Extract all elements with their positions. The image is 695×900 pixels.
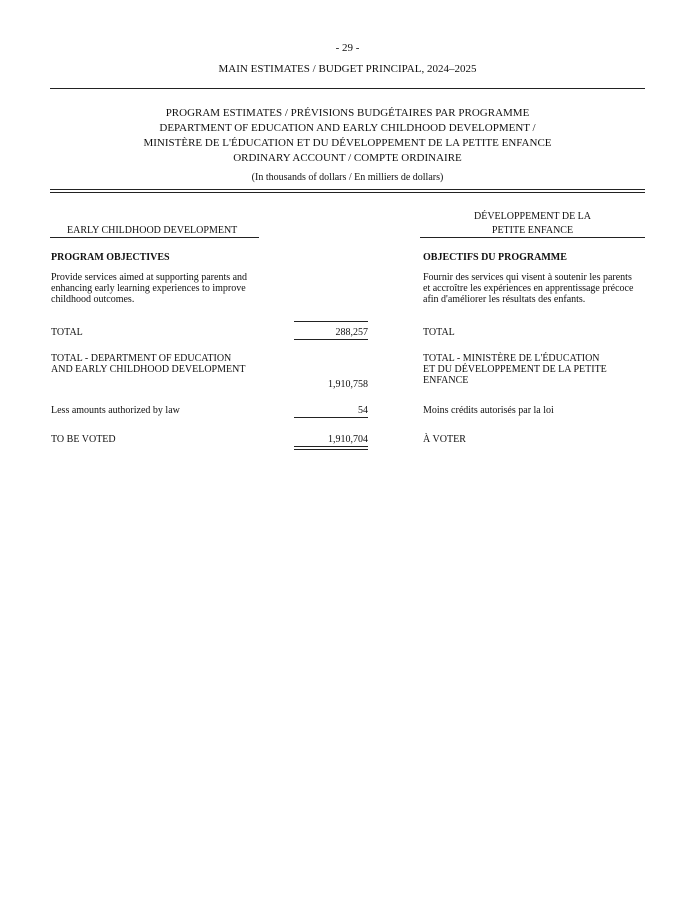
program-name-fr-underline xyxy=(420,237,645,238)
objectives-text-en xyxy=(51,272,247,305)
page-number: - 29 - xyxy=(335,42,360,54)
less-law-label-en: Less amounts authorized by law xyxy=(51,405,180,416)
objectives-text-en-line: Provide services aimed at supporting parents and xyxy=(51,272,248,283)
voted-label-en: TO BE VOTED xyxy=(51,434,116,445)
units-note: (In thousands of dollars / En milliers de dollars) xyxy=(251,172,444,183)
objectives-text-fr-line: Fournir des services qui visent à soutenir les parents xyxy=(423,272,632,283)
voted-rule-2 xyxy=(294,449,368,450)
total-rule-bottom xyxy=(294,339,368,340)
program-name-fr-line1: DÉVELOPPEMENT DE LA xyxy=(473,211,592,222)
title-line-3: MINISTÈRE DE L'ÉDUCATION ET DU DÉVELOPPEMENT DE LA PETITE ENFANCE xyxy=(143,137,552,149)
objectives-text-en-line: enhancing early learning experiences to improve xyxy=(51,283,246,294)
dept-total-label-en-line: TOTAL - DEPARTMENT OF EDUCATION xyxy=(51,353,232,364)
objectives-text-fr-line: afin d'améliorer les résultats des enfants. xyxy=(423,294,586,305)
dept-total-label-fr xyxy=(423,353,607,386)
objectives-text-fr-line: et accroître les expériences en apprentissage précoce xyxy=(423,283,634,294)
voted-value: 1,910,704 xyxy=(328,434,368,445)
title-line-4: ORDINARY ACCOUNT / COMPTE ORDINAIRE xyxy=(233,152,462,164)
dept-total-value: 1,910,758 xyxy=(328,379,368,390)
less-law-rule xyxy=(294,417,368,418)
total-label-en: TOTAL xyxy=(51,327,83,338)
title-rule-bottom xyxy=(50,192,645,193)
header-rule xyxy=(50,88,645,89)
objectives-heading-en: PROGRAM OBJECTIVES xyxy=(51,252,170,263)
total-rule-top xyxy=(294,321,368,322)
title-line-1: PROGRAM ESTIMATES / PRÉVISIONS BUDGÉTAIRES PAR PROGRAMME xyxy=(165,107,530,119)
title-rule-top xyxy=(50,189,645,190)
objectives-text-en-line: childhood outcomes. xyxy=(51,294,135,305)
running-title: MAIN ESTIMATES / BUDGET PRINCIPAL, 2024–2025 xyxy=(218,63,477,75)
title-line-2: DEPARTMENT OF EDUCATION AND EARLY CHILDHOOD DEVELOPMENT / xyxy=(159,122,536,134)
dept-total-label-en-line: AND EARLY CHILDHOOD DEVELOPMENT xyxy=(51,364,246,375)
total-value: 288,257 xyxy=(335,327,368,338)
voted-rule-1 xyxy=(294,446,368,447)
dept-total-label-fr-line: ET DU DÉVELOPPEMENT DE LA PETITE xyxy=(423,364,607,375)
dept-total-label-fr-line: TOTAL - MINISTÈRE DE L'ÉDUCATION xyxy=(423,353,600,364)
dept-total-label-fr-line: ENFANCE xyxy=(423,375,469,386)
program-name-fr-line2: PETITE ENFANCE xyxy=(491,225,574,236)
program-name-en: EARLY CHILDHOOD DEVELOPMENT xyxy=(67,225,238,236)
less-law-value: 54 xyxy=(358,405,368,416)
total-label-fr: TOTAL xyxy=(423,327,455,338)
dept-total-label-en xyxy=(51,353,245,375)
voted-label-fr: À VOTER xyxy=(423,434,466,445)
objectives-text-fr xyxy=(423,272,633,305)
objectives-heading-fr: OBJECTIFS DU PROGRAMME xyxy=(423,252,567,263)
less-law-label-fr: Moins crédits autorisés par la loi xyxy=(423,405,554,416)
program-name-en-underline xyxy=(50,237,259,238)
